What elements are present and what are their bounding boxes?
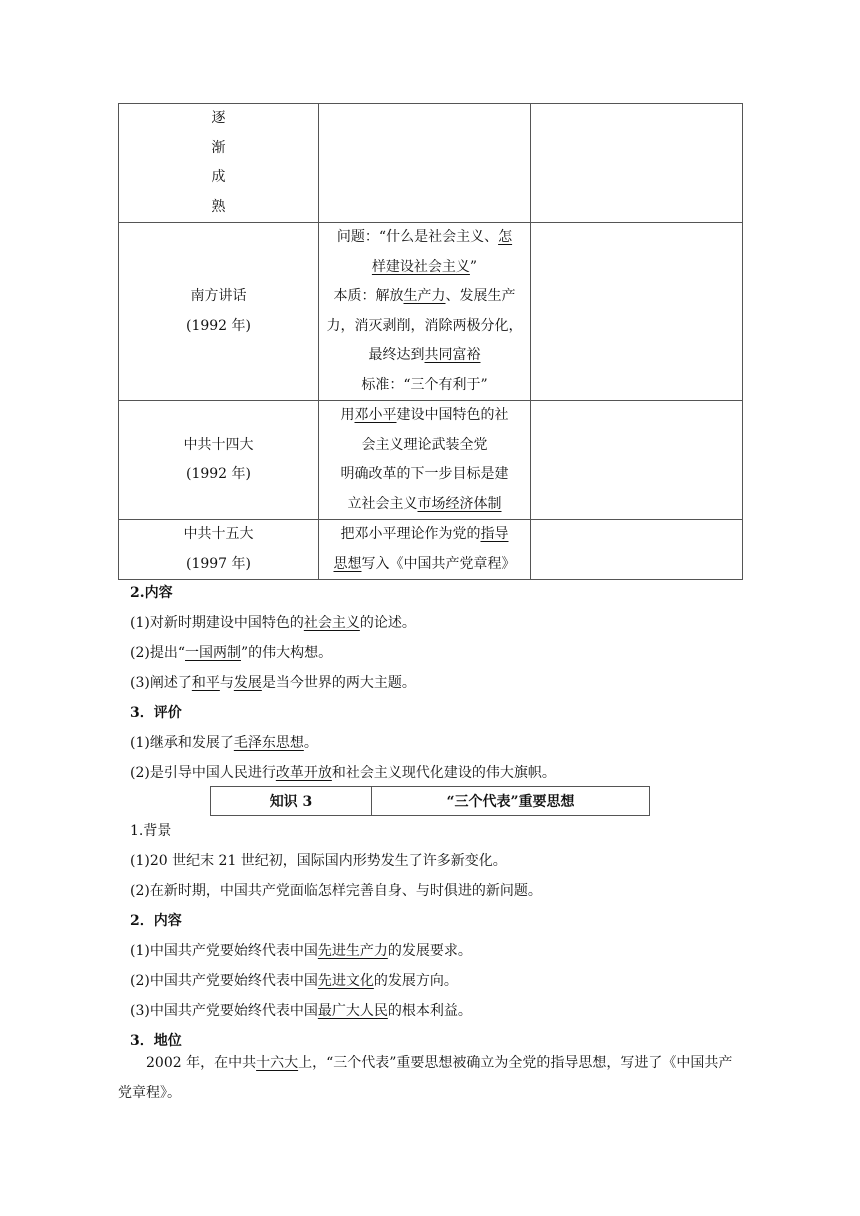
underlined-answer: 先进生产力 [317, 943, 388, 959]
content-line [130, 996, 740, 1026]
content-line [130, 758, 740, 788]
text-run: 立社会主义 [347, 495, 418, 512]
text-run: 写入《中国共产党章程》 [361, 555, 516, 572]
content-line [325, 312, 524, 342]
event-cell [119, 520, 319, 580]
content-line [325, 223, 524, 253]
underlined-answer: 邓小平 [354, 407, 397, 423]
underlined-answer: 先进文化 [317, 973, 374, 989]
text-run: (1)20 世纪末 21 世纪初，国际国内形势发生了许多新变化。 [130, 853, 507, 869]
section-three-represents [130, 816, 740, 1056]
content-line [130, 846, 740, 876]
event-cell-line: (1992 年) [185, 317, 251, 334]
content-line [325, 341, 524, 371]
underlined-answer: 毛泽东思想 [233, 735, 304, 751]
table-row [119, 104, 743, 223]
knowledge-heading-box [210, 786, 650, 816]
text-run: 最终达到 [368, 347, 425, 363]
text-run: 建设中国特色的社 [396, 407, 509, 423]
position-paragraph [118, 1048, 742, 1108]
knowledge-label: 知识 3 [211, 787, 372, 815]
content-line [130, 966, 740, 996]
underlined-answer: 思想 [333, 555, 362, 572]
content-line [130, 638, 740, 668]
underlined-answer: 样建设社会主义 [371, 258, 470, 275]
text-run: 是当今世界的两大主题。 [261, 675, 416, 691]
text-run: 把邓小平理论作为党的 [340, 526, 481, 542]
text-run: ”的伟大构想。 [241, 645, 333, 661]
content-line [325, 490, 524, 520]
underlined-answer: 生产力 [403, 288, 446, 304]
text-run: 1.背景 [130, 823, 172, 839]
content-cell [319, 223, 531, 401]
table-row [119, 401, 743, 520]
text-run: 标准：“三个有利于” [361, 376, 488, 393]
section-heading [130, 698, 740, 728]
vertical-char: 熟 [211, 198, 226, 215]
text-run: 3．评价 [130, 705, 182, 721]
section-heading [130, 578, 740, 608]
vertical-char: 逐 [211, 110, 226, 126]
event-cell [119, 401, 319, 520]
underlined-answer: 怎 [498, 229, 513, 245]
content-line [325, 282, 524, 312]
content-line [130, 608, 740, 638]
text-run: ” [469, 258, 478, 275]
text-run: 、发展生产 [445, 288, 516, 304]
empty-cell [531, 520, 743, 580]
underlined-answer: 一国两制 [185, 645, 241, 661]
table-row [119, 223, 743, 401]
underlined-answer: 最广大人民 [317, 1003, 388, 1019]
text-run: (1)中国共产党要始终代表中国 [130, 943, 318, 959]
text-run: 的论述。 [359, 615, 416, 631]
content-line [325, 401, 524, 431]
empty-cell [531, 401, 743, 520]
section-heading [130, 906, 740, 936]
text-run: 和社会主义现代化建设的伟大旗帜。 [331, 765, 556, 781]
text-run: 力，消灭剥削，消除两极分化， [326, 317, 523, 334]
content-line [325, 460, 524, 490]
event-cell [119, 104, 319, 223]
text-run: 会主义理论武装全党 [361, 436, 488, 453]
underlined-answer: 改革开放 [275, 765, 332, 781]
text-run: 本质：解放 [333, 288, 404, 304]
content-cell [319, 401, 531, 520]
content-line [130, 668, 740, 698]
text-run: (3)中国共产党要始终代表中国 [130, 1003, 318, 1019]
history-table [118, 103, 743, 580]
content-line [130, 816, 740, 846]
text-run: 与 [219, 675, 234, 691]
text-run: 的发展方向。 [373, 973, 458, 989]
text-run: 2.内容 [130, 585, 173, 601]
content-line [130, 876, 740, 906]
underlined-answer: 和平 [191, 675, 220, 691]
text-run: (2)在新时期，中国共产党面临怎样完善自身、与时俱进的新问题。 [130, 883, 542, 899]
content-line [325, 371, 524, 401]
event-cell-line: 中共十四大 [183, 436, 254, 453]
empty-cell [531, 223, 743, 401]
underlined-answer: 市场经济体制 [417, 495, 502, 512]
underlined-answer: 社会主义 [303, 615, 360, 631]
text-run: (3)阐述了 [130, 675, 192, 691]
table-row [119, 520, 743, 580]
text-run: 2002 年，在中共 [146, 1055, 257, 1071]
underlined-answer: 发展 [233, 675, 262, 691]
text-run: 明确改革的下一步目标是建 [340, 466, 509, 482]
underlined-answer: 十六大 [256, 1055, 299, 1071]
text-run: 3．地位 [130, 1033, 182, 1049]
content-cell [319, 520, 531, 580]
text-run: 用 [340, 407, 355, 423]
text-run: (1)对新时期建设中国特色的 [130, 615, 304, 631]
content-cell [319, 104, 531, 223]
vertical-char: 渐 [211, 139, 226, 156]
vertical-char: 成 [211, 169, 226, 185]
text-run: (2)提出“ [130, 645, 185, 661]
content-line [325, 431, 524, 461]
text-run: 上，“三个代表”重要思想被确立为全党的指导思想，写进了《中国共产党章程》。 [118, 1055, 733, 1101]
event-cell [119, 223, 319, 401]
underlined-answer: 指导 [480, 526, 509, 542]
text-run: 。 [303, 735, 318, 751]
content-line [130, 728, 740, 758]
text-run: 问题：“什么是社会主义、 [336, 229, 499, 245]
content-line [325, 520, 524, 550]
event-cell-line: 南方讲话 [190, 288, 247, 304]
content-line [325, 253, 524, 283]
text-run: (1)继承和发展了 [130, 735, 234, 751]
text-run: 2．内容 [130, 913, 182, 929]
event-cell-line: (1992 年) [185, 466, 251, 482]
section-content [130, 578, 740, 788]
text-run: (2)中国共产党要始终代表中国 [130, 973, 318, 989]
text-run: 的发展要求。 [387, 943, 472, 959]
underlined-answer: 共同富裕 [424, 347, 481, 363]
content-line [325, 550, 524, 580]
event-cell-line: (1997 年) [185, 555, 251, 572]
empty-cell [531, 104, 743, 223]
knowledge-title: “三个代表”重要思想 [446, 794, 575, 810]
text-run: (2)是引导中国人民进行 [130, 765, 276, 781]
text-run: 的根本利益。 [387, 1003, 472, 1019]
event-cell-line: 中共十五大 [183, 526, 254, 542]
content-line [130, 936, 740, 966]
